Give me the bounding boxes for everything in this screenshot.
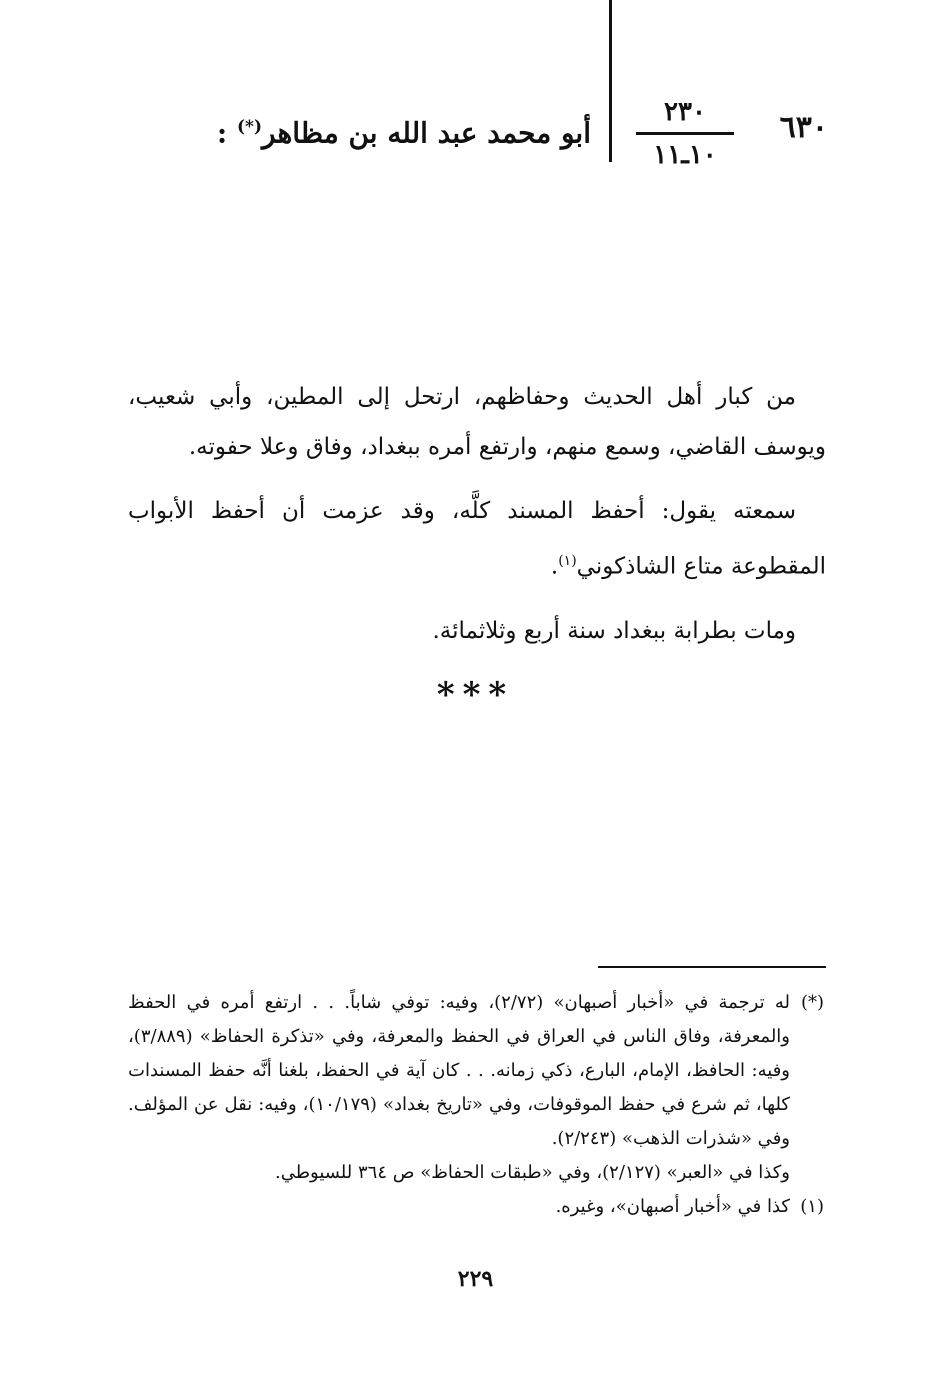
footnote-1 bbox=[128, 1190, 824, 1224]
footnote-1-mark: (١) bbox=[800, 1196, 824, 1217]
body-paragraph-2 bbox=[128, 486, 826, 592]
entry-number: ٦٣٠ bbox=[779, 110, 828, 145]
page-number: ٢٢٩ bbox=[457, 1266, 494, 1292]
fraction-bar bbox=[636, 132, 734, 135]
body-paragraph-2-end: . bbox=[550, 553, 559, 580]
footnote-main-mark: (*) bbox=[800, 992, 824, 1013]
fraction-top: ٢٣٠ bbox=[664, 97, 706, 127]
section-separator: *** bbox=[436, 675, 515, 715]
fraction-bottom: ١٠ـ١١ bbox=[653, 140, 717, 170]
entry-title bbox=[171, 106, 591, 154]
body-paragraph-2-text: سمعته يقول: أحفظ المسند كلَّه، وقد عزمت أن أحفظ الأبواب المقطوعة متاع الشاذكوني bbox=[128, 498, 826, 580]
footnotes bbox=[128, 986, 824, 1224]
footnote-main-text: له ترجمة في «أخبار أصبهان» (٢/٧٢)، وفيه: توفي شاباً. . . ارتفع أمره في الحفظ والمعرفة، وفاق الناس في العراق في الحفظ والمعرفة، وفي «تذكرة الحفاظ» (٣/٨٨٩)، وفيه: الحافظ، الإمام، البارع، ذكي زمانه. . . كان آية في الحفظ، بلغنا أنَّه حفظ المسندات كلها، ثم شرع في حفظ الموقوفات، وفي «تاريخ بغداد» (١٠/١٧٩)، وفيه: نقل عن المؤلف. وفي «شذرات الذهب» (٢/٢٤٣). bbox=[128, 992, 790, 1149]
body-paragraph-3: ومات بطرابة ببغداد سنة أربع وثلاثمائة. bbox=[432, 617, 796, 644]
footnote-rule bbox=[598, 966, 826, 968]
footnote-ref-1: (١) bbox=[558, 553, 577, 569]
entry-title-text: أبو محمد عبد الله بن مظاهر bbox=[262, 116, 591, 150]
title-footnote-mark: (*) bbox=[237, 117, 262, 137]
footnote-1-text: كذا في «أخبار أصبهان»، وغيره. bbox=[555, 1196, 790, 1217]
body-paragraph-1: من كبار أهل الحديث وحفاظهم، ارتحل إلى المطين، وأبي شعيب، ويوسف القاضي، وسمع منهم، وارتفع أمره ببغداد، وفاق وعلا حفوته. bbox=[128, 384, 826, 460]
entry-body bbox=[128, 372, 826, 656]
title-colon: : bbox=[216, 116, 228, 150]
footnote-main-body bbox=[128, 986, 790, 1190]
footnote-main-text-2: وكذا في «العبر» (٢/١٢٧)، وفي «طبقات الحفاظ» ص ٣٦٤ للسيوطي. bbox=[274, 1162, 790, 1183]
reference-fraction bbox=[630, 96, 740, 171]
header-vertical-rule bbox=[609, 0, 612, 162]
footnote-main bbox=[128, 986, 824, 1190]
